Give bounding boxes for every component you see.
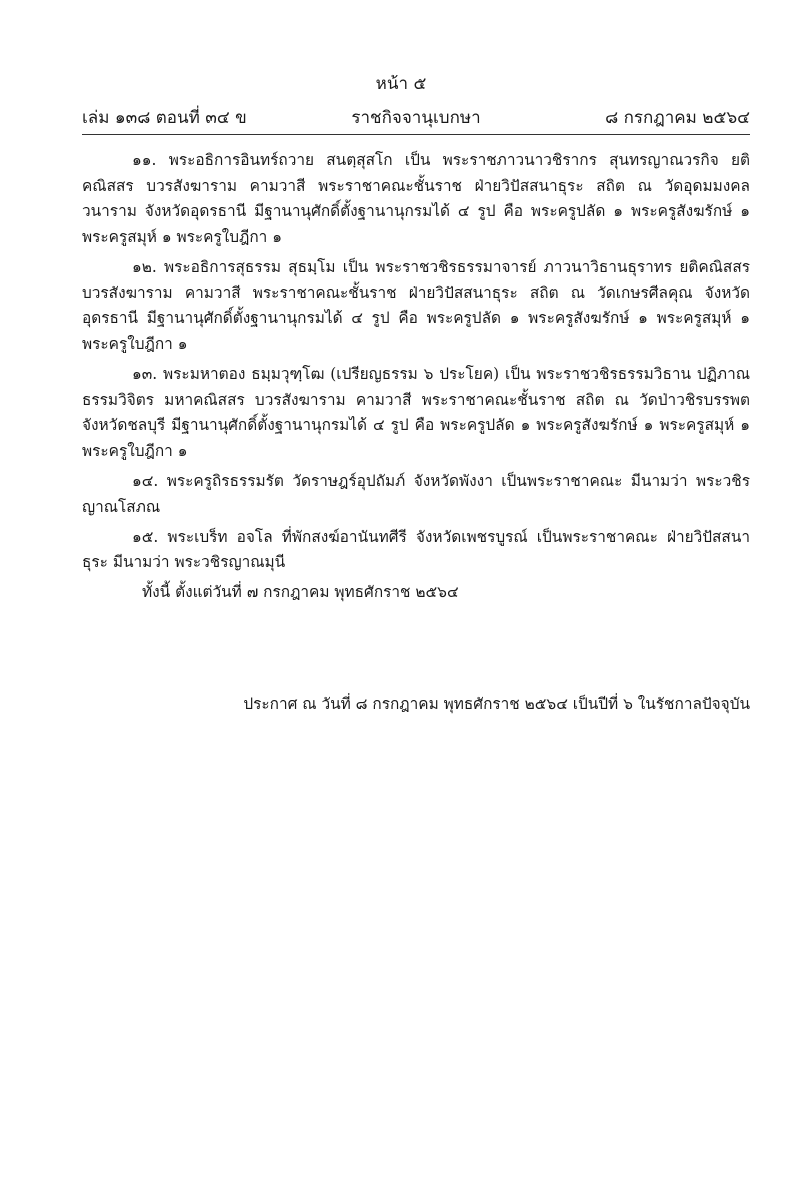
- publication-date: ๘ กรกฎาคม ๒๕๖๔: [605, 108, 750, 128]
- paragraph-item-14: ๑๔. พระครูถิรธรรมรัต วัดราษฎร์อุปถัมภ์ จังหวัดพังงา เป็นพระราชาคณะ มีนามว่า พระวชิรญาณโสภณ: [82, 471, 750, 516]
- paragraph-item-15: ๑๕. พระเบร็ท อจโล ที่พักสงฆ์อานันทศีรี จังหวัดเพชรบูรณ์ เป็นพระราชาคณะ ฝ่ายวิปัสสนาธุระ มีนามว่า พระวชิรญาณมุนี: [82, 527, 750, 572]
- proclamation-line: ประกาศ ณ วันที่ ๘ กรกฎาคม พุทธศักราช ๒๕๖๔ เป็นปีที่ ๖ ในรัชกาลปัจจุบัน: [243, 695, 750, 713]
- gazette-header: [82, 104, 750, 130]
- header-divider: [82, 134, 750, 135]
- paragraph-item-11: ๑๑. พระอธิการอินทร์ถวาย สนตฺสุสโก เป็น พระราชภาวนาวชิรากร สุนทรญาณวรกิจ ยติคณิสสร บวรสังฆาราม คามวาสี พระราชาคณะชั้นราช ฝ่ายวิปัสสนาธุระ สถิต ณ วัดอุดมมงคลวนาราม จังหวัดอุดรธานี มีฐานานุศักดิ์ตั้งฐานานุกรมได้ ๔ รูป คือ พระครูปลัด ๑ พระครูสังฆรักษ์ ๑ พระครูสมุห์ ๑ พระครูใบฎีกา ๑: [82, 151, 750, 246]
- paragraph-item-13: ๑๓. พระมหาตอง ธมฺมวุฑฺโฒ (เปรียญธรรม ๖ ประโยค) เป็น พระราชวชิรธรรมวิธาน ปฏิภาณธรรมวิจิตร มหาคณิสสร บวรสังฆาราม คามวาสี พระราชาคณะชั้นราช สถิต ณ วัดป่าวชิรบรรพต จังหวัดชลบุรี มีฐานานุศักดิ์ตั้งฐานานุกรมได้ ๔ รูป คือ พระครูปลัด ๑ พระครูสังฆรักษ์ ๑ พระครูสมุห์ ๑ พระครูใบฎีกา ๑: [82, 364, 750, 460]
- paragraph-item-12: ๑๒. พระอธิการสุธรรม สุธมฺโม เป็น พระราชวชิรธรรมาจารย์ ภาวนาวิธานธุราทร ยติคณิสสร บวรสังฆาราม คามวาสี พระราชาคณะชั้นราช ฝ่ายวิปัสสนาธุระ สถิต ณ วัดเกษรศีลคุณ จังหวัดอุดรธานี มีฐานานุศักดิ์ตั้งฐานานุกรมได้ ๔ รูป คือ พระครูปลัด ๑ พระครูสังฆรักษ์ ๑ พระครูสมุห์ ๑ พระครูใบฎีกา ๑: [82, 257, 750, 353]
- document-body: [82, 148, 750, 611]
- page-number: หน้า ๕: [375, 74, 427, 94]
- effective-date-statement: ทั้งนี้ ตั้งแต่วันที่ ๗ กรกฎาคม พุทธศักราช ๒๕๖๔: [142, 583, 459, 602]
- volume-issue: เล่ม ๑๓๘ ตอนที่ ๓๔ ข: [82, 108, 247, 128]
- publication-name: ราชกิจจานุเบกษา: [351, 108, 481, 128]
